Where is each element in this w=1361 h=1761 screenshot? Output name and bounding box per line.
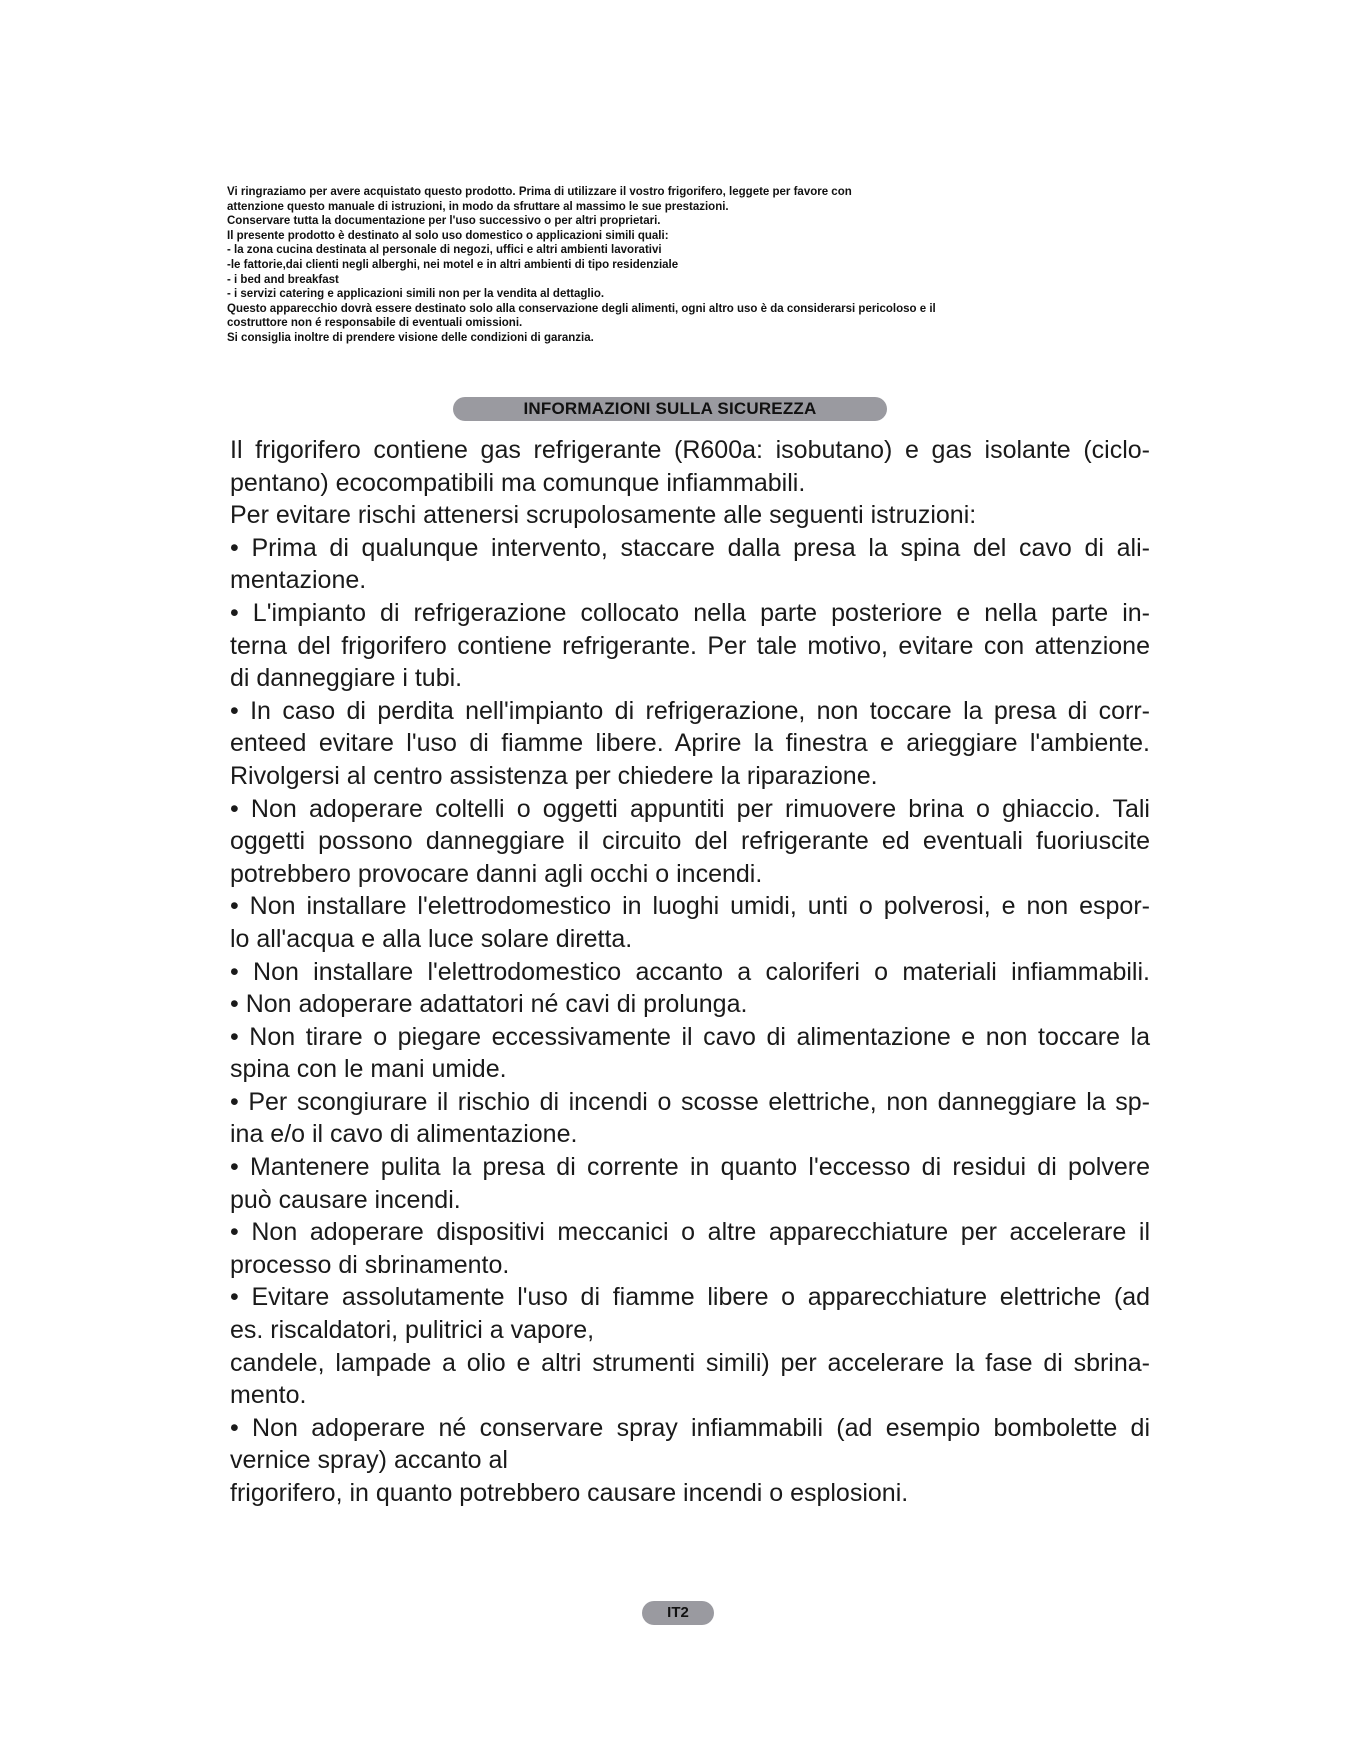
page-number-badge: IT2 [642,1601,714,1625]
intro-line: Vi ringraziamo per avere acquistato questo prodotto. Prima di utilizzare il vostro frigorifero, leggete per favore con [227,186,852,198]
intro-paragraph [227,185,1127,346]
body-line: terna del frigorifero contiene refrigerante. Per tale motivo, evitare con attenzione [230,631,1150,660]
body-line: pentano) ecocompatibili ma comunque infiammabili. [230,468,806,497]
intro-line: - la zona cucina destinata al personale di negozi, uffici e altri ambienti lavorativi [227,244,662,257]
body-line: • Prima di qualunque intervento, staccare dalla presa la spina del cavo di ali- [230,533,1150,562]
intro-line: - i bed and breakfast [227,273,339,286]
body-line: • Non adoperare dispositivi meccanici o altre apparecchiature per accelerare il [230,1218,1150,1247]
body-line: vernice spray) accanto al [230,1446,508,1475]
body-line: lo all'acqua e alla luce solare diretta. [230,924,633,953]
body-line: enteed evitare l'uso di fiamme libere. Aprire la finestra e arieggiare l'ambiente. [230,729,1150,758]
body-line: frigorifero, in quanto potrebbero causare incendi o esplosioni. [230,1479,909,1507]
intro-line: Il presente prodotto è destinato al solo uso domestico o applicazioni simili quali: [227,229,669,242]
body-line: processo di sbrinamento. [230,1250,510,1279]
body-line: di danneggiare i tubi. [230,664,463,693]
body-line: • Non adoperare adattatori né cavi di prolunga. [230,990,748,1019]
intro-line: -le fattorie,dai clienti negli alberghi, nei motel e in altri ambienti di tipo residenziale [227,258,679,271]
body-line: es. riscaldatori, pulitrici a vapore, [230,1316,595,1345]
body-line: • Evitare assolutamente l'uso di fiamme libere o apparecchiature elettriche (ad [230,1283,1150,1312]
body-line: • Mantenere pulita la presa di corrente in quanto l'eccesso di residui di polvere [230,1153,1150,1182]
body-line: • Non adoperare coltelli o oggetti appuntiti per rimuovere brina o ghiaccio. Tali [230,794,1150,823]
body-line: ina e/o il cavo di alimentazione. [230,1120,578,1149]
body-line: Il frigorifero contiene gas refrigerante (R600a: isobutano) e gas isolante (ciclo- [230,436,1150,464]
body-line: mento. [230,1381,307,1410]
intro-line: - i servizi catering e applicazioni simili non per la vendita al dettaglio. [227,288,605,301]
body-line: • L'impianto di refrigerazione collocato nella parte posteriore e nella parte in- [230,598,1150,627]
body-line: potrebbero provocare danni agli occhi o incendi. [230,859,763,888]
body-line: • Non tirare o piegare eccessivamente il cavo di alimentazione e non toccare la [230,1022,1150,1051]
body-line: spina con le mani umide. [230,1055,507,1084]
body-line: • In caso di perdita nell'impianto di refrigerazione, non toccare la presa di corr- [230,696,1150,725]
body-line: Rivolgersi al centro assistenza per chiedere la riparazione. [230,761,878,790]
body-line: • Non installare l'elettrodomestico in luoghi umidi, unti o polverosi, e non espor- [230,892,1150,921]
body-line: candele, lampade a olio e altri strumenti simili) per accelerare la fase di sbrina- [230,1348,1150,1377]
intro-line: Questo apparecchio dovrà essere destinato solo alla conservazione degli alimenti, ogni altro uso è da considerarsi pericoloso e il [227,302,936,315]
intro-line: costruttore non é responsabile di eventuali omissioni. [227,317,523,330]
intro-line: Si consiglia inoltre di prendere visione delle condizioni di garanzia. [227,331,594,344]
body-line: può causare incendi. [230,1185,461,1214]
section-heading: INFORMAZIONI SULLA SICUREZZA [453,397,887,421]
intro-line: Conservare tutta la documentazione per l'uso successivo o per altri proprietari. [227,215,661,228]
body-line: mentazione. [230,566,367,595]
body-line: • Non adoperare né conservare spray infiammabili (ad esempio bombolette di [230,1413,1150,1442]
safety-instructions [230,434,1150,1510]
intro-line: attenzione questo manuale di istruzioni, in modo da sfruttare al massimo le sue prestazioni. [227,200,729,213]
body-line: • Per scongiurare il rischio di incendi o scosse elettriche, non danneggiare la sp- [230,1087,1150,1116]
body-line: • Non installare l'elettrodomestico accanto a caloriferi o materiali infiammabili. [230,957,1150,986]
body-line: Per evitare rischi attenersi scrupolosamente alle seguenti istruzioni: [230,501,977,530]
body-line: oggetti possono danneggiare il circuito del refrigerante ed eventuali fuoriuscite [230,827,1150,856]
